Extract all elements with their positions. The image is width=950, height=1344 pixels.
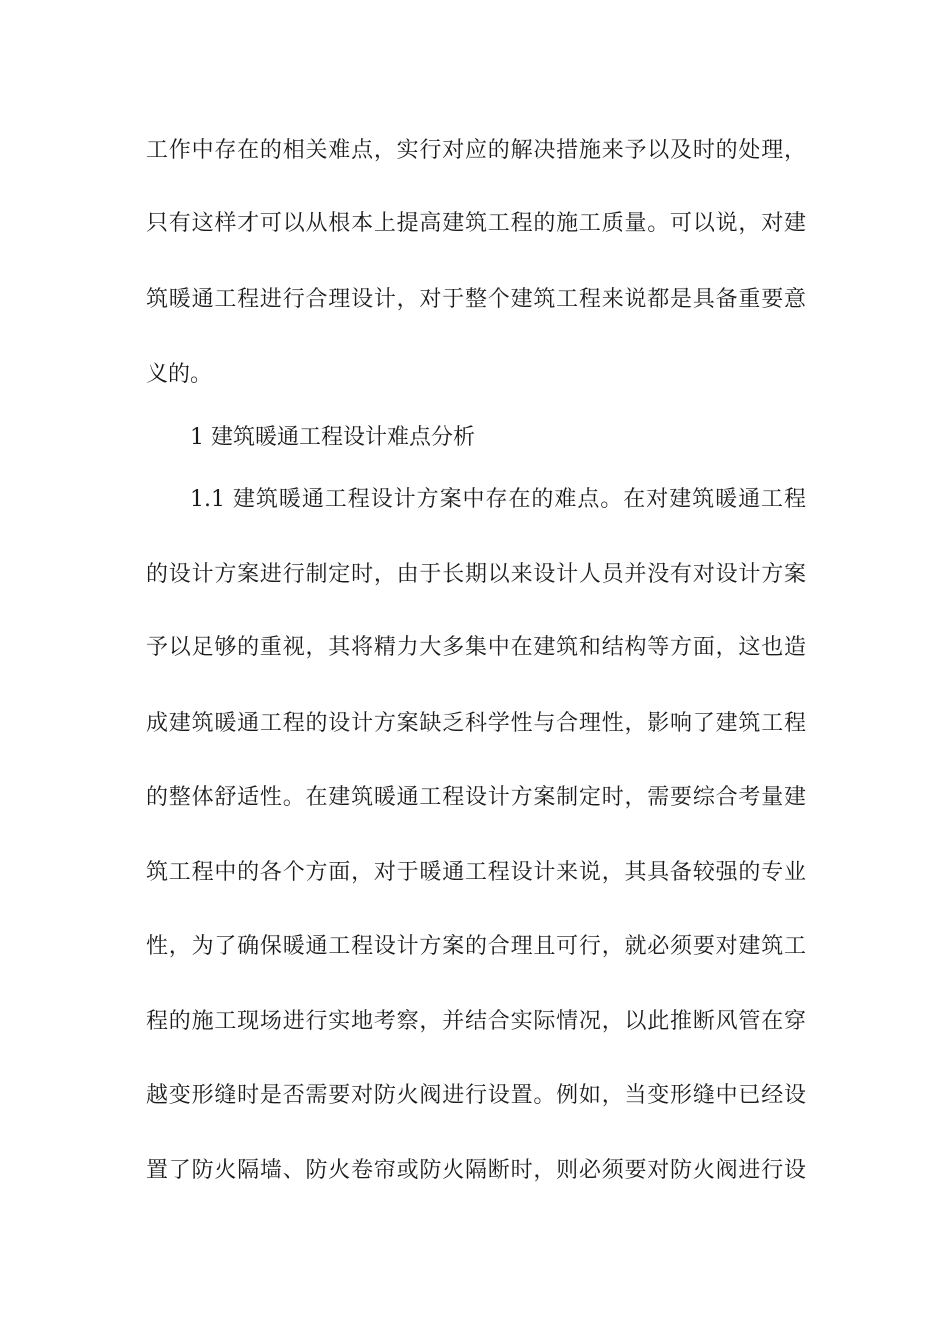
subsection-heading-line: 1.1 建筑暖通工程设计方案中存在的难点。在对建筑暖通工程 — [190, 487, 806, 512]
paragraph-line: 工作中存在的相关难点，实行对应的解决措施来予以及时的处理， — [146, 138, 806, 163]
paragraph-line: 程的施工现场进行实地考察，并结合实际情况，以此推断风管在穿 — [146, 1009, 806, 1034]
paragraph-line: 筑暖通工程进行合理设计，对于整个建筑工程来说都是具备重要意 — [146, 287, 806, 312]
paragraph-line: 筑工程中的各个方面，对于暖通工程设计来说，其具备较强的专业 — [146, 860, 806, 885]
paragraph-line: 置了防火隔墙、防火卷帘或防火隔断时，则必须要对防火阀进行设 — [146, 1158, 806, 1183]
section-heading: 1 建筑暖通工程设计难点分析 — [190, 425, 475, 450]
paragraph-line: 只有这样才可以从根本上提高建筑工程的施工质量。可以说，对建 — [146, 211, 806, 236]
paragraph-line: 成建筑暖通工程的设计方案缺乏科学性与合理性，影响了建筑工程 — [146, 711, 806, 736]
paragraph-line: 越变形缝时是否需要对防火阀进行设置。例如，当变形缝中已经设 — [146, 1083, 806, 1108]
paragraph-line: 的整体舒适性。在建筑暖通工程设计方案制定时，需要综合考量建 — [146, 785, 806, 810]
paragraph-line: 的设计方案进行制定时，由于长期以来设计人员并没有对设计方案 — [146, 562, 806, 587]
paragraph-line: 义的。 — [146, 362, 213, 387]
paragraph-line: 性，为了确保暖通工程设计方案的合理且可行，就必须要对建筑工 — [146, 934, 806, 959]
paragraph-line: 予以足够的重视，其将精力大多集中在建筑和结构等方面，这也造 — [146, 635, 806, 660]
